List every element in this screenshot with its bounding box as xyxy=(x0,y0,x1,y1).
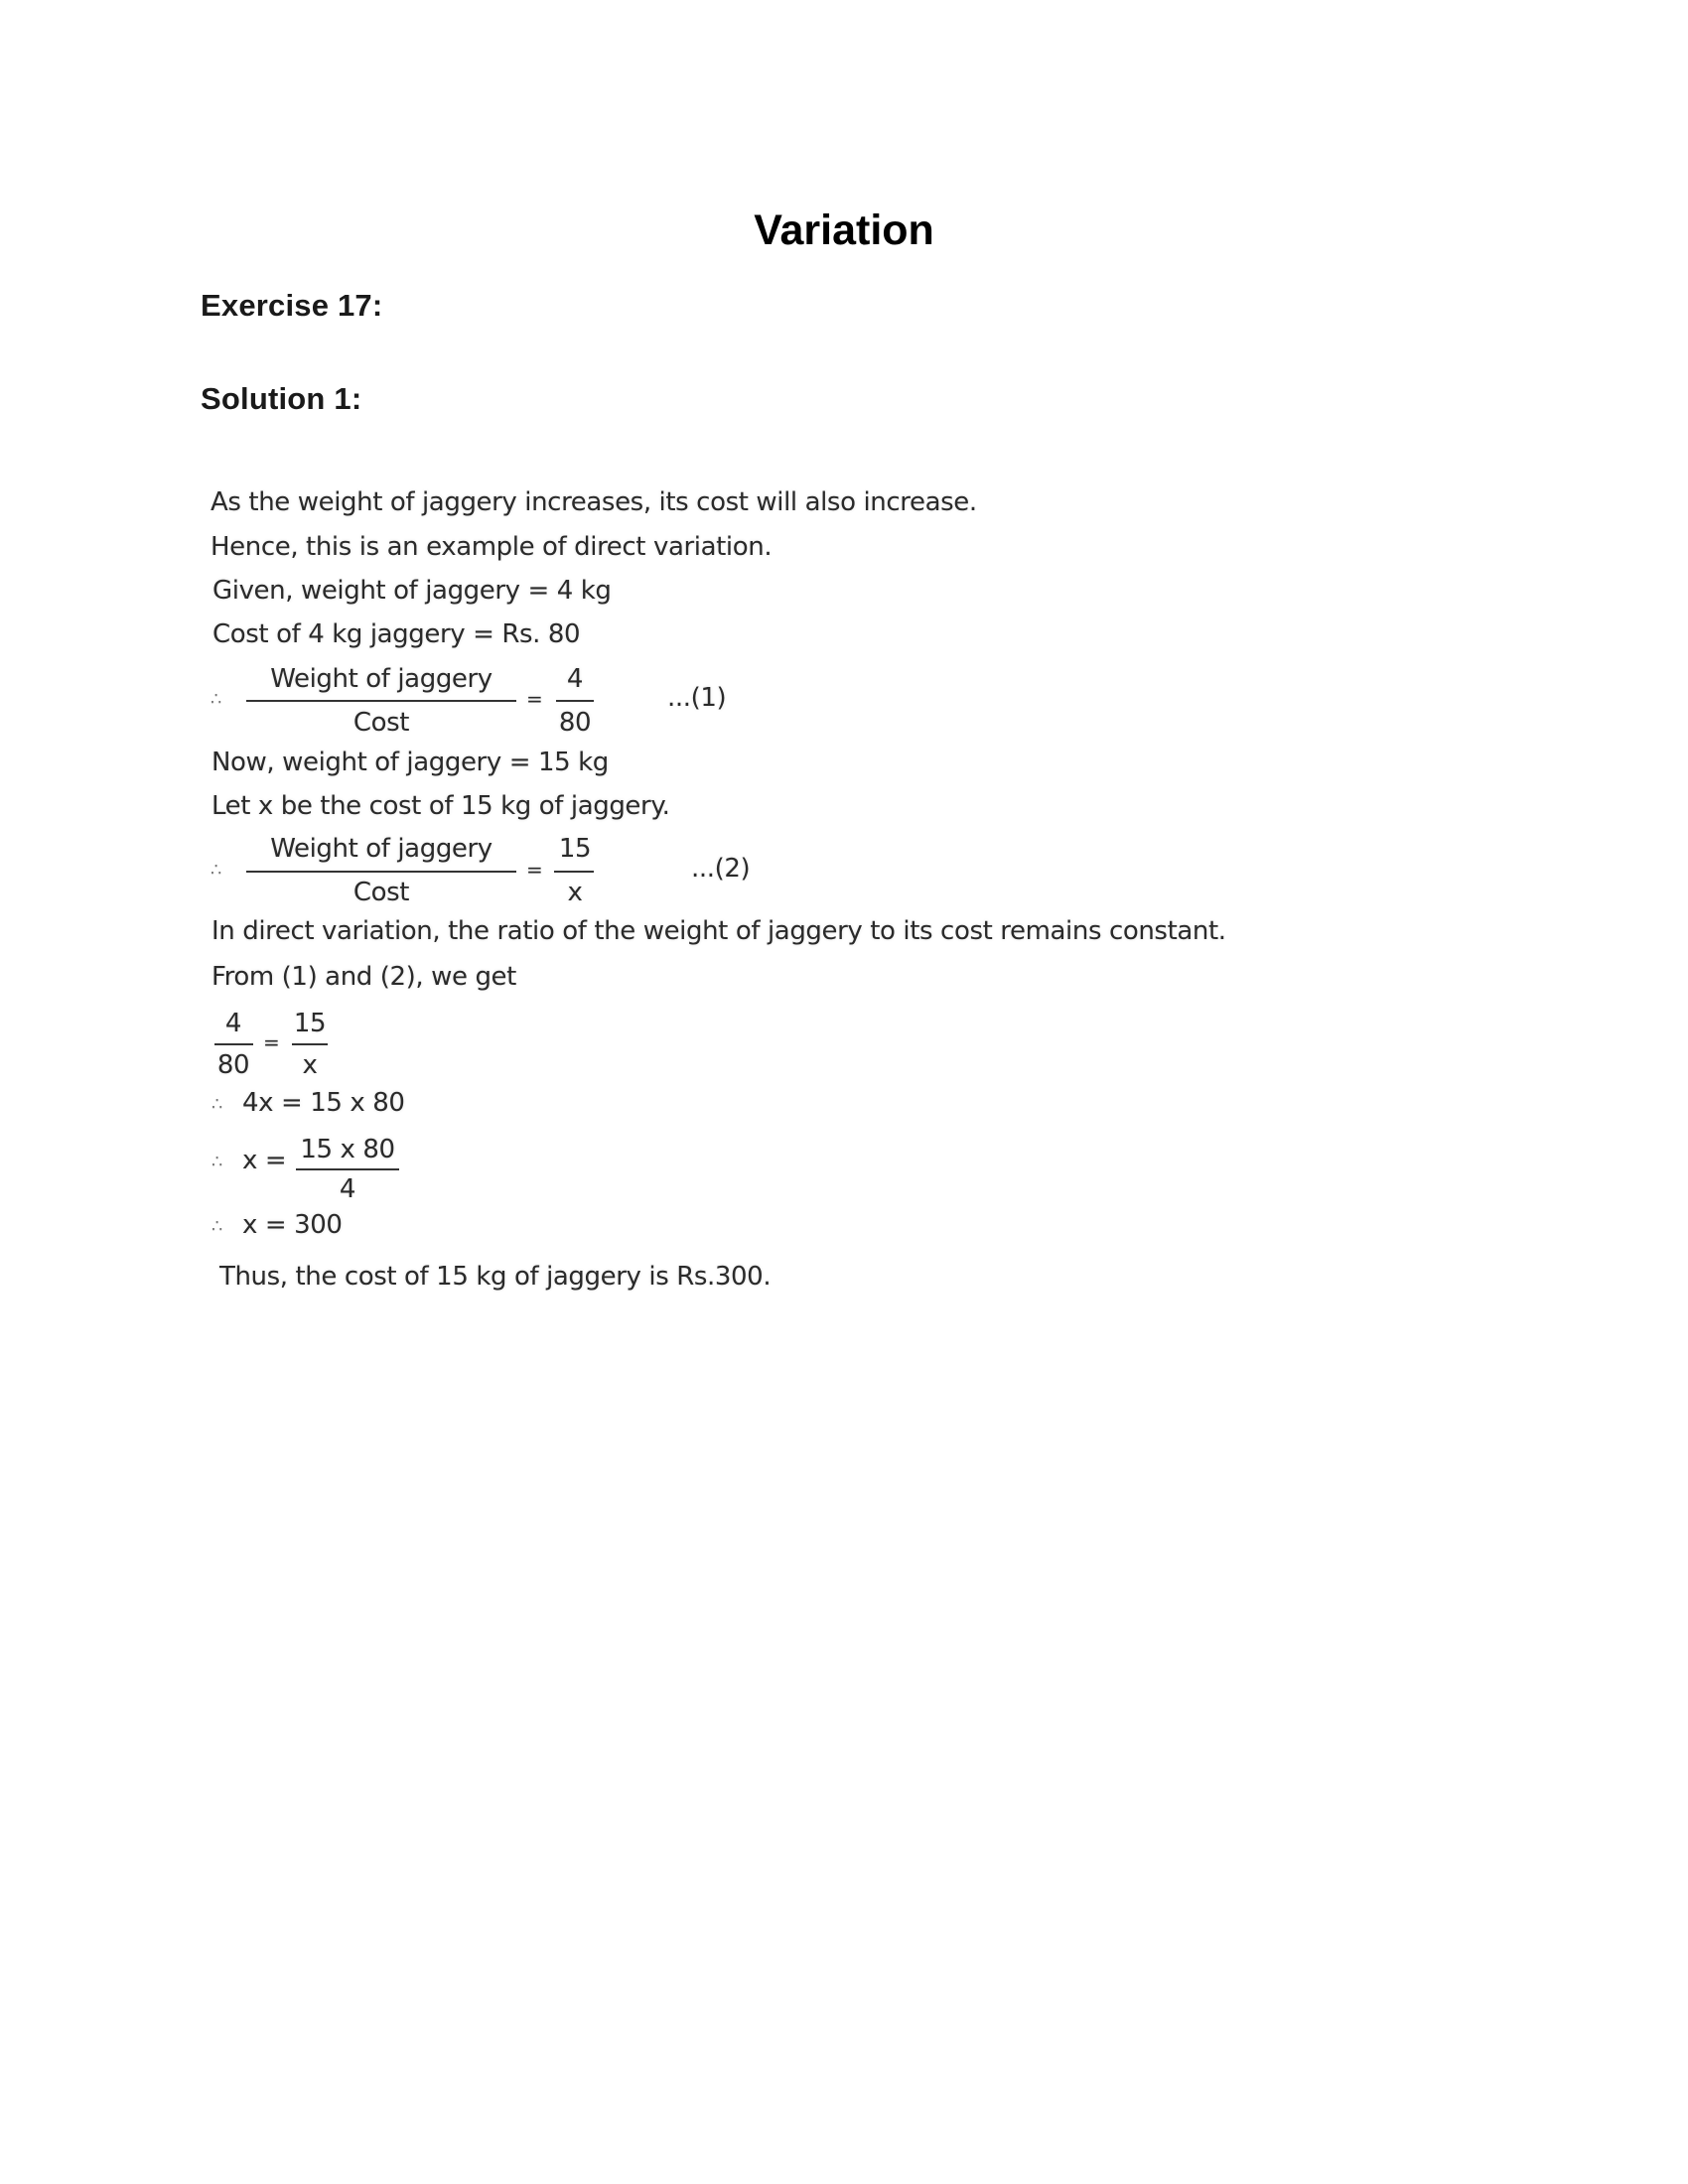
fraction-numerator: 15 x 80 xyxy=(300,1135,395,1164)
conclusion-line: Thus, the cost of 15 kg of jaggery is Rs.300. xyxy=(219,1262,772,1292)
therefore-symbol: ∴ xyxy=(211,689,222,710)
solution-line: In direct variation, the ratio of the weight of jaggery to its cost remains constant. xyxy=(211,916,1226,946)
fraction-bar xyxy=(556,700,594,702)
solution-line: As the weight of jaggery increases, its cost will also increase. xyxy=(211,487,977,517)
exercise-heading: Exercise 17: xyxy=(201,288,383,323)
fraction-numerator: 4 xyxy=(224,1009,242,1038)
solution-line: From (1) and (2), we get xyxy=(211,962,516,992)
fraction-denominator: 4 xyxy=(339,1174,356,1204)
therefore-symbol: ∴ xyxy=(211,860,222,881)
fraction-numerator: Weight of jaggery xyxy=(270,834,492,864)
equals-sign: = xyxy=(526,858,543,882)
therefore-symbol: ∴ xyxy=(211,1152,223,1172)
fraction-denominator: x xyxy=(567,878,583,907)
solution-line: Hence, this is an example of direct variation. xyxy=(211,532,773,562)
fraction-numerator: Weight of jaggery xyxy=(270,664,492,694)
page-title: Variation xyxy=(754,206,934,254)
fraction-denominator: Cost xyxy=(352,878,410,907)
therefore-symbol: ∴ xyxy=(211,1216,223,1237)
equation-lhs: x = xyxy=(242,1146,287,1175)
therefore-symbol: ∴ xyxy=(211,1094,223,1115)
fraction-bar xyxy=(214,1043,253,1045)
solution-line: Given, weight of jaggery = 4 kg xyxy=(212,576,612,606)
fraction-denominator: 80 xyxy=(558,708,592,738)
fraction-denominator: Cost xyxy=(352,708,410,738)
solution-line: Now, weight of jaggery = 15 kg xyxy=(211,748,609,777)
fraction-bar xyxy=(246,700,516,702)
solution-heading: Solution 1: xyxy=(201,381,362,416)
equation-label: ...(2) xyxy=(691,854,751,884)
equation-text: 4x = 15 x 80 xyxy=(242,1088,405,1118)
fraction-numerator: 15 xyxy=(558,834,592,864)
equation-text: x = 300 xyxy=(242,1210,343,1240)
equals-sign: = xyxy=(263,1030,280,1054)
fraction-bar xyxy=(554,871,594,873)
fraction-bar xyxy=(296,1168,399,1170)
equals-sign: = xyxy=(526,687,543,711)
fraction-numerator: 4 xyxy=(566,664,584,694)
solution-line: Let x be the cost of 15 kg of jaggery. xyxy=(211,791,670,821)
fraction-bar xyxy=(246,871,516,873)
fraction-bar xyxy=(292,1043,328,1045)
fraction-denominator: 80 xyxy=(216,1050,250,1080)
fraction-denominator: x xyxy=(302,1050,318,1080)
equation-label: ...(1) xyxy=(667,683,727,713)
fraction-numerator: 15 xyxy=(293,1009,327,1038)
solution-line: Cost of 4 kg jaggery = Rs. 80 xyxy=(212,619,581,649)
